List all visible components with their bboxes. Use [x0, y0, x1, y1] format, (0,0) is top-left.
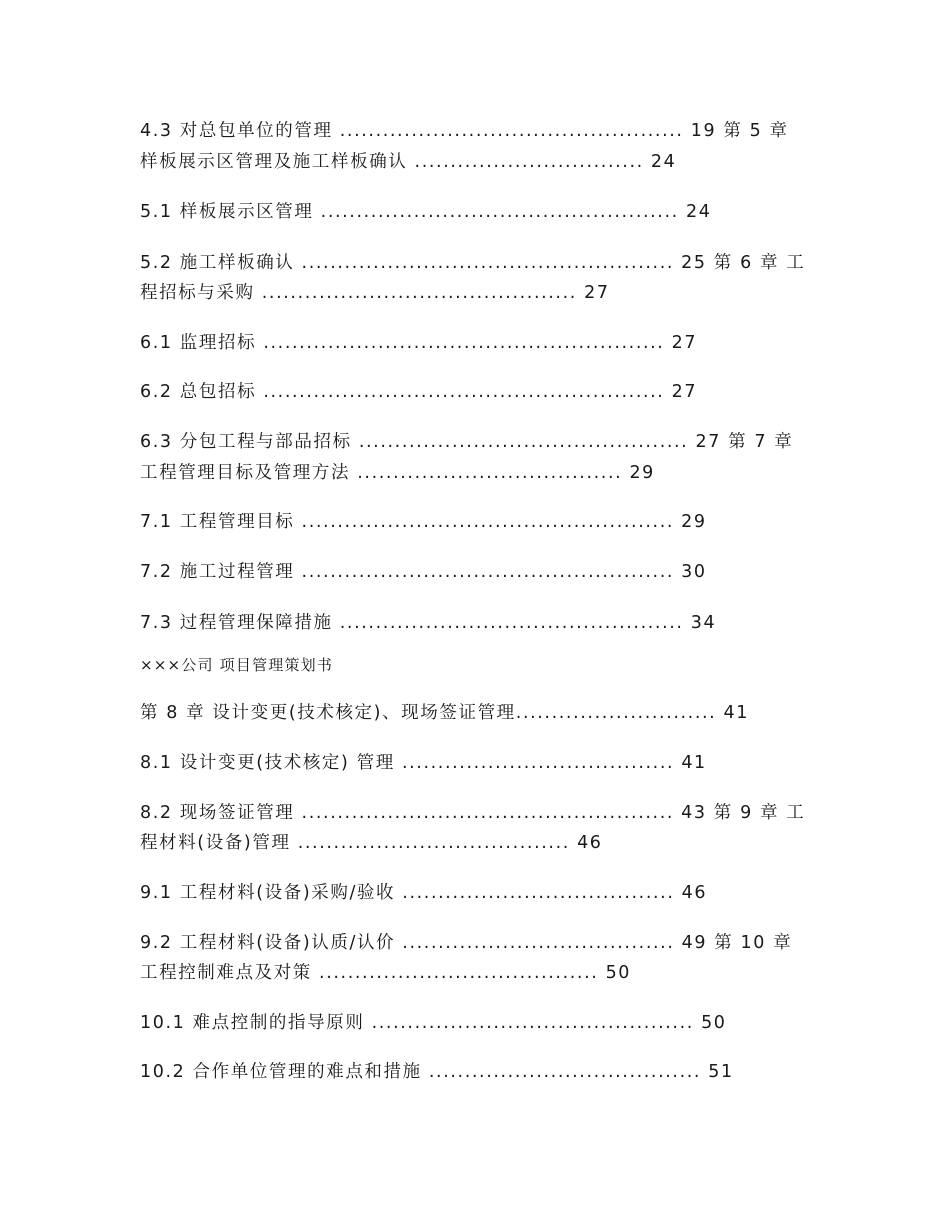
- toc-entry-5-2: 5.2 施工样板确认 .................................................... 25 第 6 章 工: [140, 253, 806, 273]
- toc-entry-9-2: 9.2 工程材料(设备)认质/认价 ...................................... 49 第 10 章: [140, 933, 793, 953]
- toc-entry-7-3: 7.3 过程管理保障措施 ................................................ 34: [140, 613, 717, 633]
- toc-entry-chapter-9: 程材料(设备)管理 ...................................... 46: [140, 833, 603, 853]
- toc-entry-7-2: 7.2 施工过程管理 .................................................... 30: [140, 562, 707, 582]
- toc-entry-8-2: 8.2 现场签证管理 .................................................... 43 第 9 章 工: [140, 803, 806, 823]
- toc-entry-4-3: 4.3 对总包单位的管理 ................................................ 19 第 5 章: [140, 121, 789, 141]
- toc-entry-10-2: 10.2 合作单位管理的难点和措施 ...................................... 51: [140, 1062, 734, 1082]
- toc-entry-10-1: 10.1 难点控制的指导原则 ............................................. 50: [140, 1013, 727, 1033]
- toc-entry-chapter-5: 样板展示区管理及施工样板确认 ................................ 24: [140, 152, 677, 172]
- toc-entry-chapter-7: 工程管理目标及管理方法 ..................................... 29: [140, 463, 655, 483]
- toc-entry-5-1: 5.1 样板展示区管理 .................................................. 24: [140, 202, 712, 222]
- toc-entry-chapter-6: 程招标与采购 ............................................ 27: [140, 283, 610, 303]
- toc-entry-7-1: 7.1 工程管理目标 .................................................... 29: [140, 512, 707, 532]
- toc-entry-chapter-8: 第 8 章 设计变更(技术核定)、现场签证管理............................ 41: [140, 703, 749, 723]
- toc-entry-chapter-10: 工程控制难点及对策 ....................................... 50: [140, 963, 632, 983]
- toc-entry-6-3: 6.3 分包工程与部品招标 .............................................. 27 第 7 章: [140, 432, 794, 452]
- toc-entry-6-1: 6.1 监理招标 ........................................................ 27: [140, 333, 698, 353]
- toc-entry-8-1: 8.1 设计变更(技术核定) 管理 ...................................... 41: [140, 753, 707, 773]
- toc-entry-6-2: 6.2 总包招标 ........................................................ 27: [140, 382, 698, 402]
- running-header: ×××公司 项目管理策划书: [140, 656, 334, 674]
- toc-entry-9-1: 9.1 工程材料(设备)采购/验收 ...................................... 46: [140, 883, 708, 903]
